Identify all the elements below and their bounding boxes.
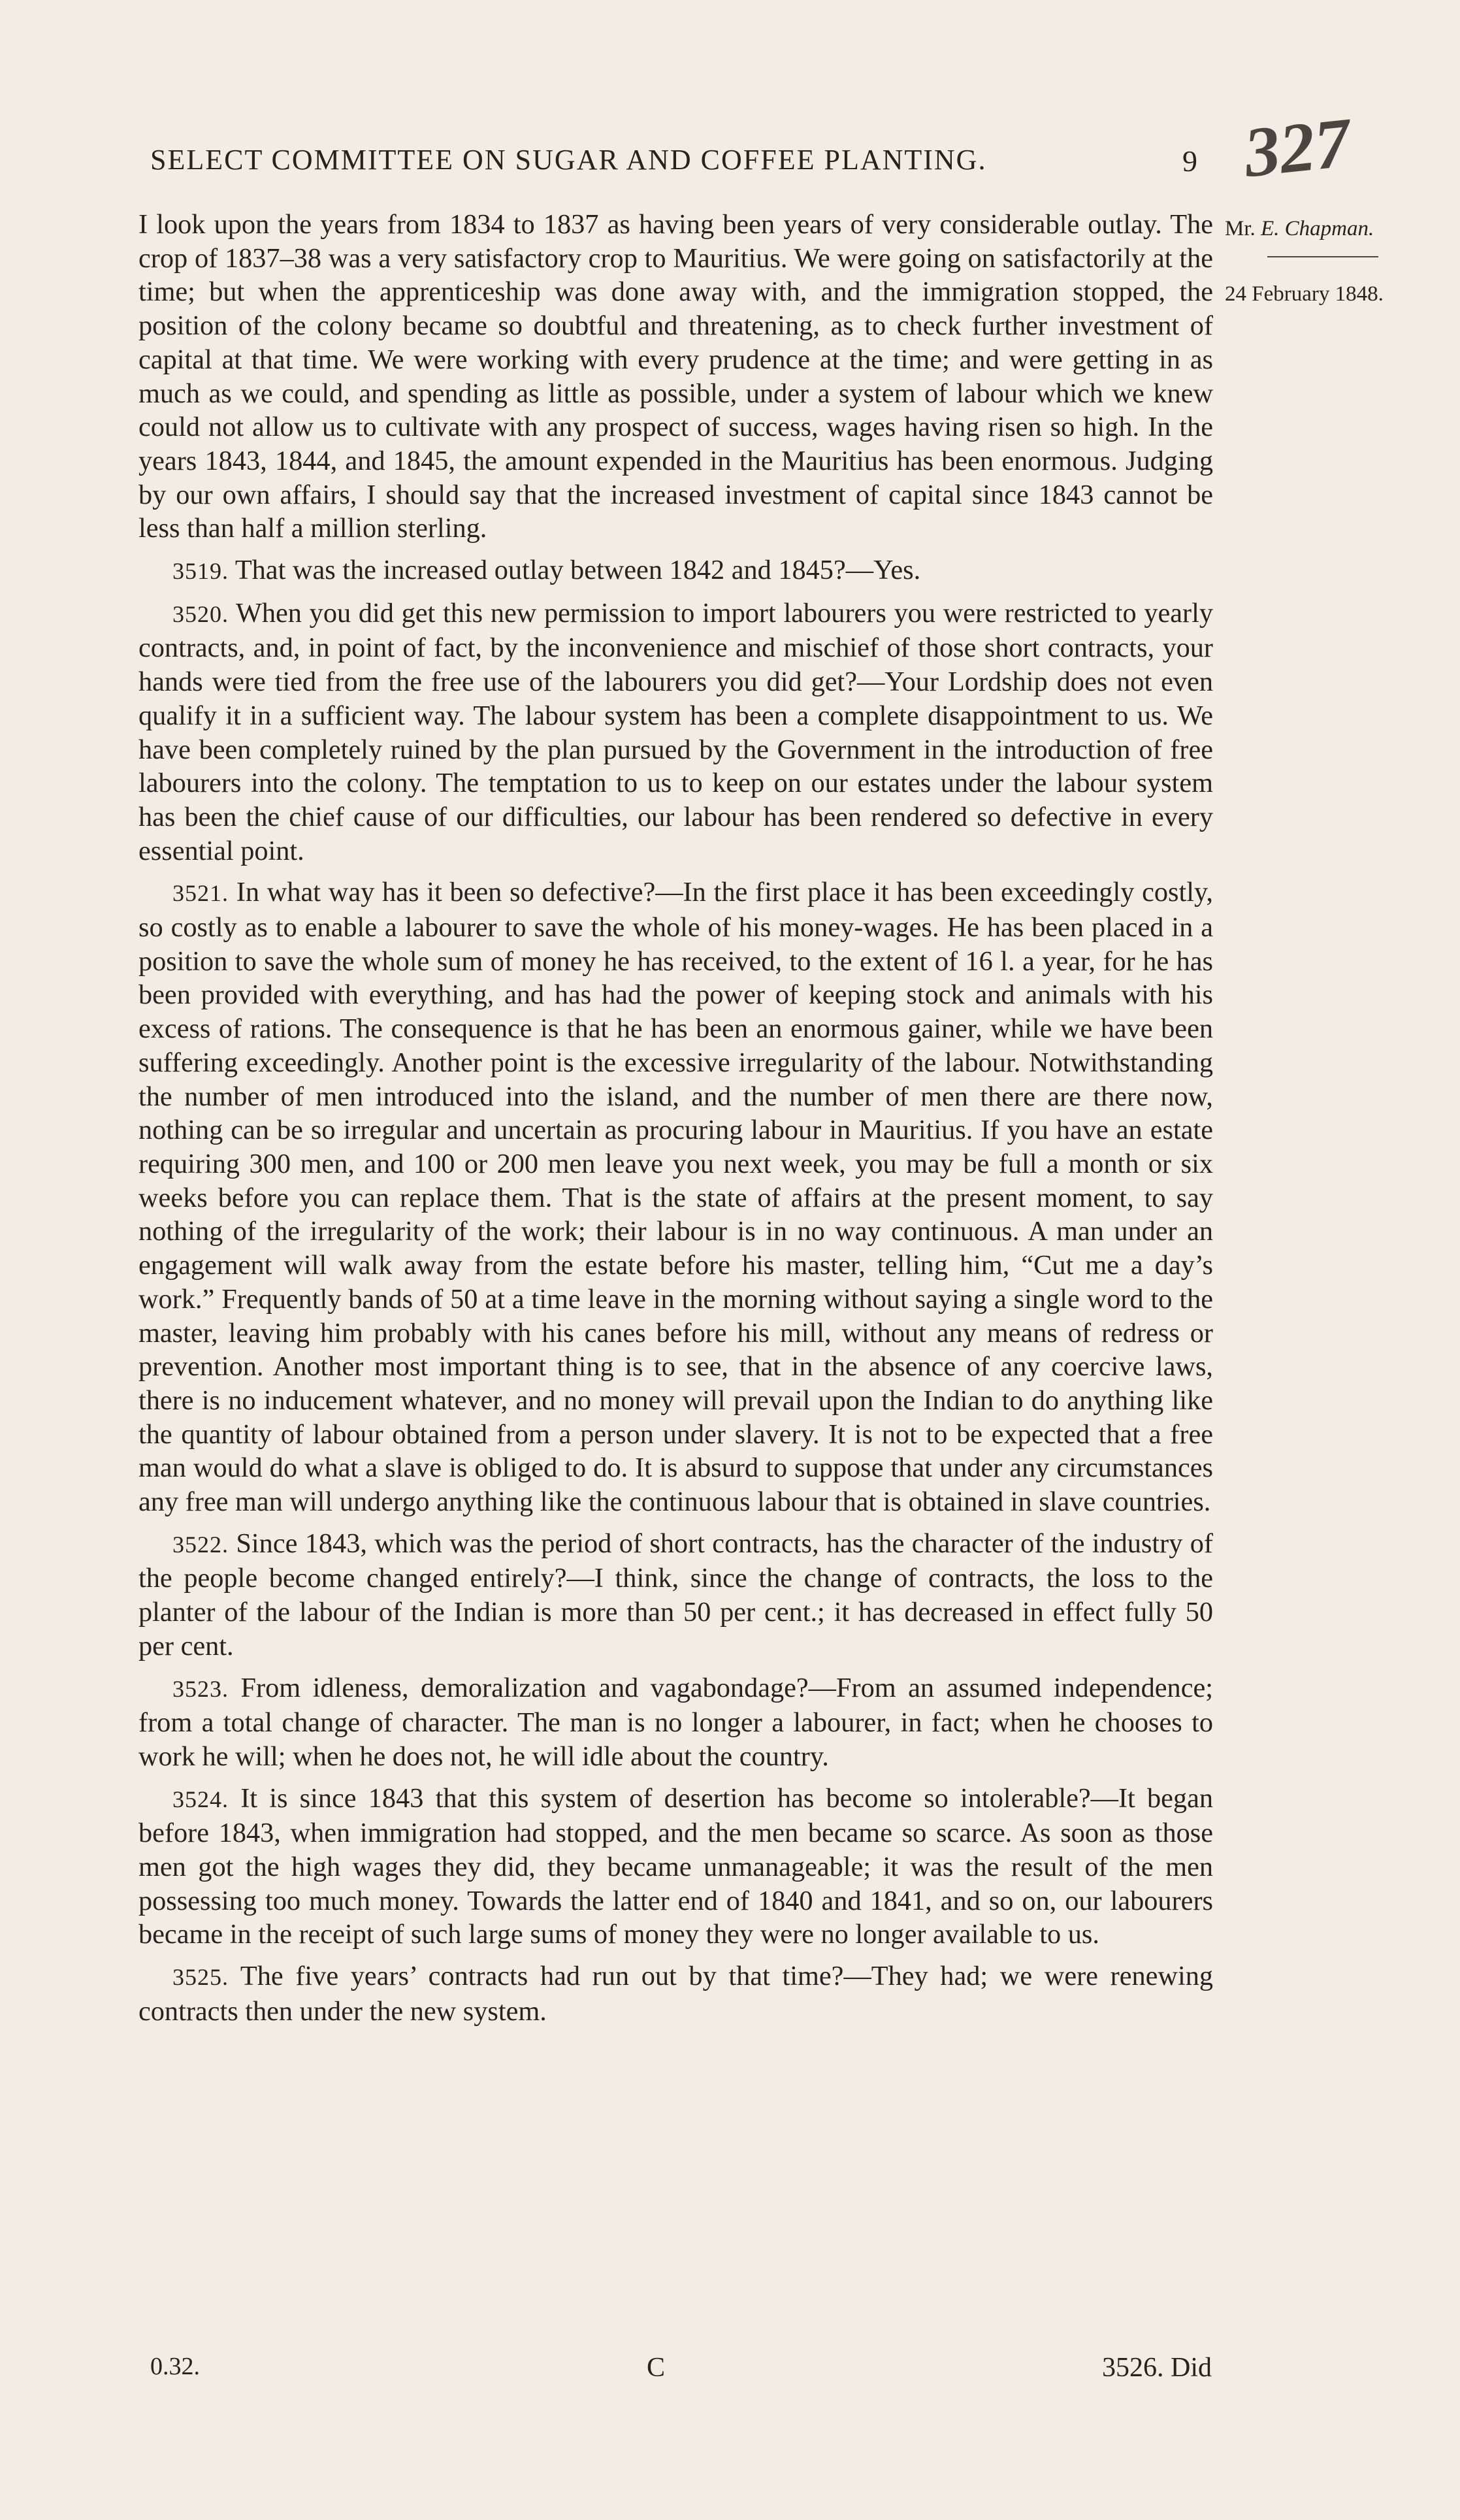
witness-prefix: Mr. — [1225, 217, 1256, 240]
paragraph-continuation — [138, 208, 1213, 546]
question-3523 — [138, 1671, 1213, 1774]
question-3519 — [138, 553, 1213, 589]
question-number: 3522. — [172, 1531, 229, 1558]
paragraph-text: That was the increased outlay between 1842 and 1845?—Yes. — [235, 555, 921, 586]
printer-signature: 0.32. — [150, 2353, 200, 2380]
question-number: 3525. — [172, 1964, 229, 1991]
question-number: 3524. — [172, 1786, 229, 1812]
question-number: 3523. — [172, 1675, 229, 1702]
question-3524 — [138, 1782, 1213, 1952]
running-header: SELECT COMMITTEE ON SUGAR AND COFFEE PLANTING. — [150, 144, 987, 176]
page-number: 9 — [1182, 144, 1197, 178]
paragraph-text: I look upon the years from 1834 to 1837 as having been years of very considerable outlay. The crop of 1837–38 was a very satisfactory crop to Mauritius. We were going on satisfactorily at the time; but when the apprenticeship was done away with, and the immigration stopped, the position of the colony became so doubtful and threatening, as to check further investment of capital at that time. We were working with every prudence at the time; and were getting in as much as we could, and spending as little as possible, under a system of labour which we knew could not allow us to cultivate with any prospect of success, wages having risen so high. In the years 1843, 1844, and 1845, the amount expended in the Mauritius has been enormous. Judging by our own affairs, I should say that the increased investment of capital since 1843 cannot be less than half a million sterling. — [138, 209, 1213, 544]
paragraph-text: From idleness, demoralization and vagabondage?—From an assumed independence; from a total change of character. The man is no longer a labourer, in fact; when he chooses to work he will; when he does not, he will idle about the country. — [138, 1672, 1213, 1772]
question-3525 — [138, 1959, 1213, 2028]
catchword: 3526. Did — [1102, 2353, 1212, 2383]
paragraph-text: The five years’ contracts had run out by that time?—They had; we were renewing contracts then under the new system. — [138, 1961, 1213, 2027]
paragraph-text: When you did get this new permission to import labourers you were restricted to yearly contracts, and, in point of fact, by the inconvenience and mischief of those short contracts, your hands were tied from the free use of the labourers you did get?—Your Lordship does not even qualify it in a sufficient way. The labour system has been a complete disappointment to us. We have been completely ruined by the plan pursued by the Government in the introduction of free labourers into the colony. The temptation to us to keep on our estates under the labour system has been the chief cause of our difficulties, our labour has been rendered so defective in every essential point. — [138, 597, 1214, 866]
body-text — [138, 208, 1213, 2037]
question-number: 3519. — [172, 558, 229, 585]
paragraph-text: Since 1843, which was the period of short contracts, has the character of the industry of the people become changed entirely?—I think, since the change of contracts, the loss to the planter of the labour of the Indian is more than 50 per cent.; it has decreased in effect fully 50 per cent. — [138, 1528, 1214, 1661]
witness-name: E. Chapman. — [1261, 217, 1374, 240]
question-3520 — [138, 597, 1213, 868]
handwritten-folio-number: 327 — [1241, 103, 1354, 193]
sheet-mark: C — [647, 2353, 666, 2383]
question-number: 3521. — [172, 880, 229, 907]
question-3521 — [138, 875, 1213, 1518]
page-footer — [150, 2352, 1212, 2391]
question-3522 — [138, 1527, 1213, 1663]
sidenote-witness — [1225, 214, 1440, 244]
question-number: 3520. — [172, 600, 229, 627]
paragraph-text: In what way has it been so defective?—In the first place it has been exceedingly costly, so costly as to enable a labourer to save the whole of his money-wages. He has been placed in a position to save the whole sum of money he has received, to the extent of 16 l. a year, for he has been provided with everything, and has had the power of keeping stock and animals with his excess of rations. The consequence is that he has been an enormous gainer, while we have been suffering exceedingly. Another point is the excessive irregularity of the labour. Notwithstanding the number of men introduced into the island, and the number of men there are there now, nothing can be so irregular and uncertain as procuring labour in Mauritius. If you have an estate requiring 300 men, and 100 or 200 men leave you next week, you may be full a month or six weeks before you can replace them. That is the state of affairs at the present moment, to say nothing of the irregularity of the work; their labour is in no way continuous. A man under an engagement will walk away from the estate before his master, telling him, “Cut me a day’s work.” Frequently bands of 50 at a time leave in the morning without saying a single word to the master, leaving him probably with his canes before his mill, without any means of redress or prevention. Another most important thing is to see, that in the absence of any coercive laws, there is no inducement whatever, and no money will prevail upon the Indian to do anything like the quantity of labour obtained from a person under slavery. It is not to be expected that a free man would do what a slave is obliged to do. It is absurd to suppose that under any circumstances any free man will undergo anything like the continuous labour that is obtained in slave countries. — [138, 877, 1213, 1518]
paragraph-text: It is since 1843 that this system of desertion has become so intolerable?—It began before 1843, when immigration had stopped, and the men became so scarce. As soon as those men got the high wages they did, they became unmanageable; it was the result of the men possessing too much money. Towards the latter end of 1840 and 1841, and so on, our labourers became in the receipt of such large sums of money they were no longer available to us. — [138, 1782, 1213, 1950]
sidenote-date: 24 February 1848. — [1225, 282, 1384, 306]
sidenote-divider — [1267, 256, 1378, 257]
